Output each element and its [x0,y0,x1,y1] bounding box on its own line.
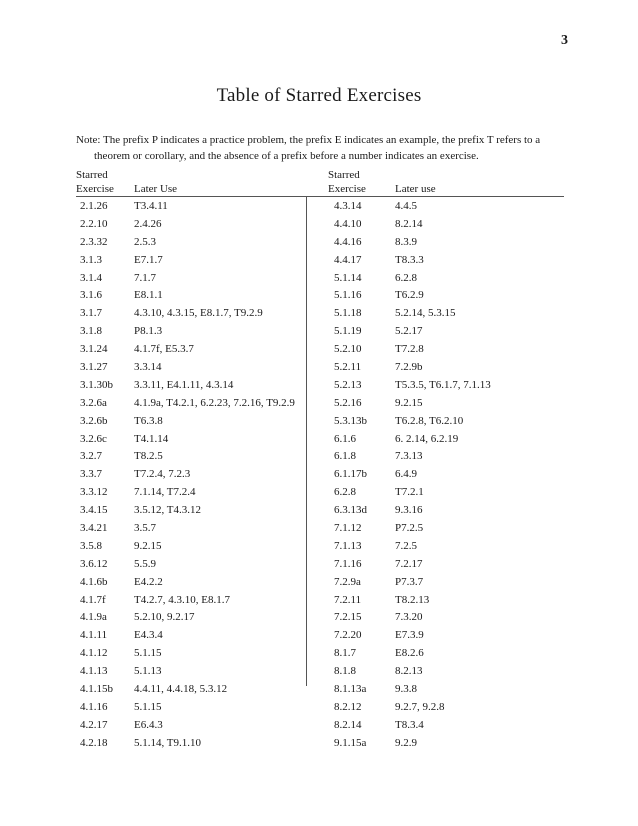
later-use-cell: T3.4.11 [134,200,168,212]
later-use-cell: E7.3.9 [395,629,424,642]
starred-exercise-cell: 3.5.8 [80,539,102,552]
later-use-cell: 9.2.9 [395,736,417,749]
later-use-cell: T7.2.8 [395,343,424,356]
later-use-cell: 4.1.7f, E5.3.7 [134,343,194,356]
right-exercise-column [334,198,367,753]
later-use-cell: T6.2.9 [395,289,424,302]
later-use-cell: 4.4.11, 4.4.18, 5.3.12 [134,683,228,696]
starred-exercise-cell: 4.4.17 [334,253,362,266]
later-use-cell: 9.3.8 [395,683,417,696]
right-later-use-column [395,198,491,753]
starred-exercise-cell: 7.1.16 [334,557,362,570]
starred-exercise-cell: 3.1.3 [80,253,102,266]
starred-exercise-cell: 5.2.13 [334,378,362,391]
later-use-cell: E8.1.1 [134,289,163,302]
later-use-cell: 4.3.10, 4.3.15, E8.1.7, T9.2.9 [134,307,263,320]
later-use-cell: T4.1.14 [134,432,169,445]
starred-exercise-cell: 7.2.9a [334,575,361,588]
later-use-cell: 4.1.9a, T4.2.1, 6.2.23, 7.2.16, T9.2.9 [134,396,295,409]
later-use-cell: 7.1.14, T7.2.4 [134,486,196,499]
later-use-cell: 6.4.9 [395,468,417,481]
later-use-cell: 7.2.9b [395,361,423,374]
starred-exercise-cell: 4.4.10 [334,217,362,230]
starred-exercise-cell: 2.3.32 [80,235,108,248]
later-use-cell: T8.3.4 [395,718,424,731]
starred-exercise-cell: 6.2.8 [334,486,356,499]
starred-exercise-cell: 7.1.12 [334,522,362,535]
starred-exercise-cell: 4.1.9a [80,611,107,624]
later-use-cell: 5.1.15 [134,647,162,660]
later-use-cell: 5.1.14, T9.1.10 [134,736,202,749]
later-use-cell: 8.2.14 [395,217,423,230]
starred-exercise-cell: 8.2.14 [334,718,362,731]
later-use-cell: 9.3.16 [395,504,423,517]
starred-exercise-cell: 3.2.6b [80,414,108,427]
starred-exercise-cell: 3.4.21 [80,522,108,535]
starred-exercise-cell: 7.1.13 [334,539,362,552]
later-use-cell: 9.2.7, 9.2.8 [395,700,445,713]
starred-exercise-cell: 3.4.15 [80,504,108,517]
later-use-cell: E4.3.4 [134,629,163,642]
later-use-cell: 9.2.15 [134,539,162,552]
starred-exercise-cell: 8.1.13a [334,683,367,696]
starred-exercise-cell: 5.3.13b [334,414,367,427]
starred-exercise-cell: 4.1.13 [80,665,108,678]
later-use-cell: 2.5.3 [134,235,156,248]
later-use-cell: 3.3.14 [134,361,162,374]
starred-exercise-cell: 6.3.13d [334,504,367,517]
page-title: Table of Starred Exercises [216,85,422,106]
later-use-cell: 7.1.7 [134,271,156,284]
starred-exercise-cell: 3.3.7 [80,468,102,481]
starred-exercise-cell: 4.1.6b [80,575,108,588]
starred-exercise-cell: 6.1.17b [334,468,367,481]
starred-exercise-cell: 5.1.16 [334,289,362,302]
later-use-cell: 3.5.7 [134,522,156,535]
later-use-cell: 5.1.13 [134,665,162,678]
starred-exercise-cell: 3.1.6 [80,289,102,302]
later-use-cell: 5.1.15 [134,700,162,713]
later-use-cell: 5.2.17 [395,325,423,338]
starred-exercise-cell: 4.4.16 [334,235,362,248]
later-use-cell: P8.1.3 [134,325,163,338]
later-use-cell: T7.2.1 [395,486,424,499]
later-use-cell: 7.2.17 [395,557,423,570]
starred-exercise-cell: 6.1.8 [334,450,356,463]
starred-exercise-cell: 2.1.26 [80,200,108,212]
starred-exercise-cell: 4.1.15b [80,683,113,696]
starred-exercise-cell: 8.1.7 [334,647,356,660]
later-use-cell: E8.2.6 [395,647,424,660]
later-use-cell: 3.3.11, E4.1.11, 4.3.14 [134,378,234,391]
later-use-cell: 6.2.8 [395,271,417,284]
later-use-cell: P7.3.7 [395,575,424,588]
left-exercise-column [80,198,113,753]
right-exercise-header-line-2: Exercise [328,183,366,195]
starred-exercise-cell: 4.1.11 [80,629,108,642]
starred-exercise-cell: 9.1.15a [334,736,367,749]
left-later-use-column [134,198,295,753]
column-divider [306,196,307,686]
later-use-cell: 8.2.13 [395,665,423,678]
later-use-cell: T8.3.3 [395,253,424,266]
starred-exercise-cell: 3.1.24 [80,343,108,356]
left-exercise-header-line-1: Starred [76,169,108,181]
later-use-cell: T6.3.8 [134,414,163,427]
starred-exercise-cell: 6.1.6 [334,432,356,445]
starred-exercise-cell: 4.2.18 [80,736,108,749]
right-exercise-header [328,168,366,196]
note-line-1: Note: The prefix P indicates a practice problem, the prefix E indicates an example, the prefix T refers to a [76,134,541,146]
starred-exercise-cell: 3.2.7 [80,450,102,463]
starred-exercise-cell: 4.3.14 [334,200,362,212]
starred-exercise-cell: 2.2.10 [80,217,108,230]
page-number: 3 [561,33,568,48]
later-use-cell: E4.2.2 [134,575,163,588]
later-use-cell: T4.2.7, 4.3.10, E8.1.7 [134,593,230,606]
header-rule [76,196,564,197]
right-exercise-header-line-1: Starred [328,169,360,181]
later-use-cell: 6. 2.14, 6.2.19 [395,432,459,445]
left-exercise-header [76,168,114,196]
later-use-cell: T8.2.5 [134,450,163,463]
starred-exercise-cell: 5.1.18 [334,307,362,320]
starred-exercise-cell: 5.1.19 [334,325,362,338]
starred-exercise-cell: 5.2.11 [334,361,362,374]
later-use-cell: 5.5.9 [134,557,156,570]
starred-exercise-cell: 4.2.17 [80,718,108,731]
starred-exercise-cell: 3.1.27 [80,361,108,374]
starred-exercise-cell: 4.1.16 [80,700,108,713]
note-paragraph [76,132,576,164]
later-use-cell: P7.2.5 [395,522,424,535]
starred-exercise-cell: 7.2.20 [334,629,362,642]
later-use-cell: 5.2.14, 5.3.15 [395,307,456,320]
later-use-cell: 4.4.5 [395,200,417,212]
starred-exercise-cell: 8.2.12 [334,700,362,713]
starred-exercise-cell: 3.2.6c [80,432,107,445]
starred-exercise-cell: 5.1.14 [334,271,362,284]
starred-exercise-cell: 3.1.8 [80,325,102,338]
later-use-cell: T6.2.8, T6.2.10 [395,414,464,427]
later-use-cell: E7.1.7 [134,253,163,266]
starred-exercise-cell: 5.2.16 [334,396,362,409]
starred-exercise-cell: 4.1.12 [80,647,108,660]
starred-exercise-cell: 7.2.15 [334,611,362,624]
later-use-cell: T5.3.5, T6.1.7, 7.1.13 [395,378,491,391]
later-use-cell: 9.2.15 [395,396,423,409]
starred-exercise-cell: 3.2.6a [80,396,107,409]
later-use-cell: 2.4.26 [134,217,162,230]
starred-exercise-cell: 3.1.30b [80,378,113,391]
left-later-use-header: Later Use [134,183,178,195]
starred-exercise-cell: 8.1.8 [334,665,356,678]
later-use-cell: 8.3.9 [395,235,417,248]
starred-exercise-cell: 3.3.12 [80,486,108,499]
starred-exercise-cell: 3.6.12 [80,557,108,570]
later-use-cell: E6.4.3 [134,718,163,731]
later-use-cell: 5.2.10, 9.2.17 [134,611,195,624]
starred-exercise-cell: 3.1.7 [80,307,102,320]
starred-exercise-cell: 7.2.11 [334,593,362,606]
starred-exercise-cell: 5.2.10 [334,343,362,356]
later-use-cell: T7.2.4, 7.2.3 [134,468,191,481]
starred-exercise-cell: 3.1.4 [80,271,102,284]
later-use-cell: T8.2.13 [395,593,430,606]
note-line-2: theorem or corollary, and the absence of a prefix before a number indicates an exercise. [94,150,479,162]
left-exercise-header-line-2: Exercise [76,183,114,195]
later-use-cell: 7.3.20 [395,611,423,624]
later-use-cell: 7.3.13 [395,450,423,463]
starred-exercise-cell: 4.1.7f [80,593,106,606]
later-use-cell: 7.2.5 [395,539,417,552]
right-later-use-header: Later use [395,183,436,195]
later-use-cell: 3.5.12, T4.3.12 [134,504,202,517]
